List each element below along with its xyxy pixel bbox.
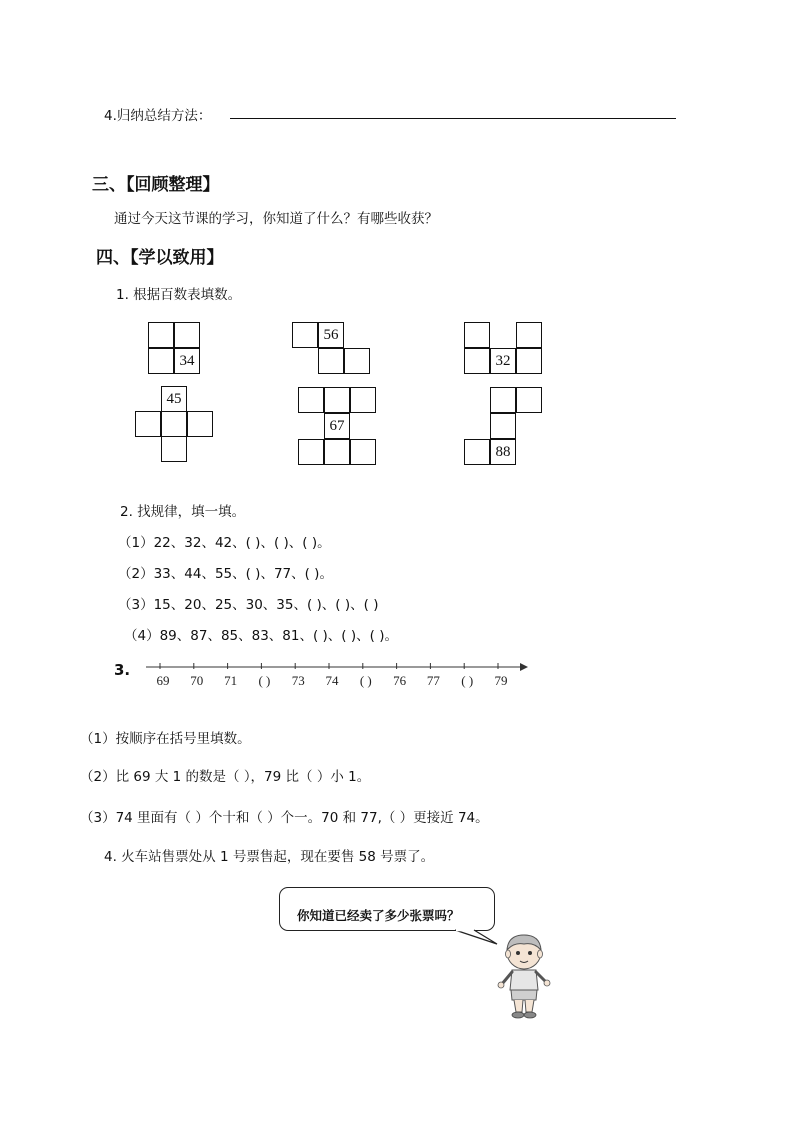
number-line-label[interactable]: ( )	[359, 673, 372, 688]
bubble-question: 你知道已经卖了多少张票吗？	[297, 908, 460, 923]
grid-cell-given: 32	[490, 348, 516, 374]
number-line-label: 76	[393, 673, 407, 688]
q2-title: 2. 找规律，填一填。	[120, 504, 246, 520]
q3-item-3: （3）74 里面有（ ）个十和（ ）个一。70 和 77,（ ）更接近 74。	[80, 810, 489, 826]
number-line-label: 74	[325, 673, 339, 688]
number-line-label: 77	[426, 673, 440, 688]
boy-icon	[494, 932, 554, 1022]
q4-text: 4. 火车站售票处从 1 号票售起，现在要售 58 号票了。	[104, 849, 435, 865]
q2-item-4: （4）89、87、85、83、81、( )、( )、( )。	[124, 628, 398, 644]
number-line-label: 79	[494, 673, 508, 688]
q1-title: 1. 根据百数表填数。	[116, 287, 242, 303]
grid-cell-given: 34	[174, 348, 200, 374]
summary-label: 4.归纳总结方法：	[104, 108, 212, 124]
number-line-label: 70	[190, 673, 204, 688]
grid-cell-given: 88	[490, 439, 516, 465]
number-line-label: 69	[156, 673, 170, 688]
apply-heading: 四、【学以致用】	[96, 248, 224, 268]
q3-item-2: （2）比 69 大 1 的数是（ ），79 比（ ）小 1。	[80, 769, 371, 785]
grid-cell-given: 67	[324, 413, 350, 439]
review-heading: 三、【回顾整理】	[92, 175, 220, 195]
grid-cell-given: 45	[161, 386, 187, 412]
review-question: 通过今天这节课的学习，你知道了什么？有哪些收获？	[114, 211, 438, 227]
number-line-label: 73	[291, 673, 305, 688]
grid-cell-given: 56	[318, 322, 344, 348]
q2-item-1: （1）22、32、42、( )、( )、( )。	[118, 535, 331, 551]
q2-item-2: （2）33、44、55、( )、77、( )。	[118, 566, 333, 582]
q3-item-1: （1）按顺序在括号里填数。	[80, 731, 251, 747]
q2-item-3: （3）15、20、25、30、35、( )、( )、( )	[118, 597, 379, 613]
number-line-label[interactable]: ( )	[461, 673, 474, 688]
number-line-label: 71	[224, 673, 238, 688]
number-line-label[interactable]: ( )	[258, 673, 271, 688]
q3-number: 3.	[114, 661, 131, 679]
